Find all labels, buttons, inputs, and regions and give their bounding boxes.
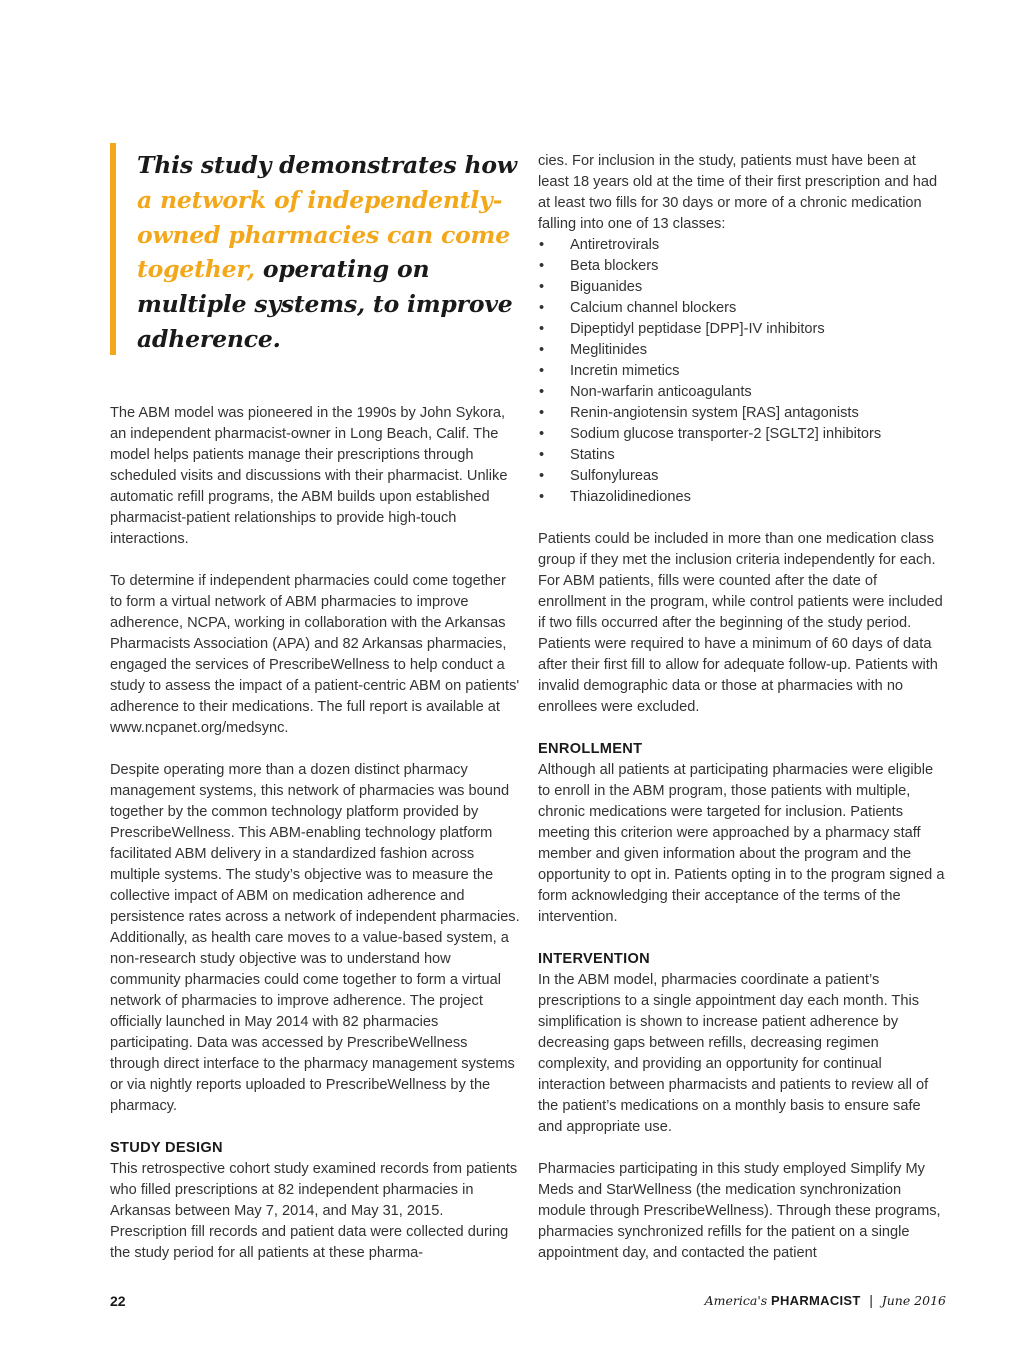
bullet-icon: •: [539, 300, 545, 316]
list-item: [538, 256, 946, 277]
left-paragraph-1: The ABM model was pioneered in the 1990s by John Sykora, an independent pharmacist-owner in Long Beach, Calif. The model helps patients manage their prescriptions through scheduled visits and discussions with their pharmacist. Unlike automatic refill programs, the ABM builds upon established pharmacist-patient relationships to provide high-touch interactions.: [110, 405, 508, 547]
list-item-label: Thiazolidinediones: [570, 489, 691, 505]
bullet-icon: •: [539, 489, 545, 505]
list-item-label: Dipeptidyl peptidase [DPP]-IV inhibitors: [570, 321, 825, 337]
bullet-icon: •: [539, 426, 545, 442]
pull-quote: [110, 143, 526, 355]
list-item: [538, 466, 946, 487]
list-item-label: Non-warfarin anticoagulants: [570, 384, 752, 400]
bullet-icon: •: [539, 258, 545, 274]
bullet-icon: •: [539, 447, 545, 463]
magazine-name-part2: PHARMACIST: [770, 1293, 861, 1308]
list-item-label: Sodium glucose transporter-2 [SGLT2] inhibitors: [570, 426, 882, 442]
left-paragraph-4: This retrospective cohort study examined records from patients who filled prescriptions at 82 independent pharmacies in Arkansas between May 7, 2014, and May 31, 2015. Prescription fill records and patient data were collected during the study period for all patients at these pharma-: [110, 1161, 518, 1261]
bullet-icon: •: [539, 468, 545, 484]
bullet-icon: •: [539, 405, 545, 421]
right-paragraph-3: Although all patients at participating pharmacies were eligible to enroll in the ABM program, those patients with multiple, chronic medications were targeted for inclusion. Patients meeting this criterion were approached by a pharmacy staff member and given information about the program and the opportunity to opt in. Patients opting in to the program signed a form acknowledging their acceptance of the terms of the intervention.: [538, 762, 945, 925]
list-item: [538, 277, 946, 298]
list-item-label: Renin-angiotensin system [RAS] antagonists: [570, 405, 859, 421]
footer-separator: |: [869, 1293, 873, 1308]
list-item: [538, 424, 946, 445]
right-paragraph-2: Patients could be included in more than one medication class group if they met the inclusion criteria independently for each. For ABM patients, fills were counted after the date of enrollment in the program, while control patients were included if two fills occurred after the beginning of the study period. Patients were required to have a minimum of 60 days of data after their first fill to allow for adequate follow-up. Patients with invalid demographic data or those at pharmacies with no enrollees were excluded.: [538, 531, 943, 715]
page-number: 22: [110, 1293, 126, 1309]
pull-quote-part1: This study demonstrates how: [137, 151, 517, 179]
list-item-label: Statins: [570, 447, 615, 463]
list-item: [538, 319, 946, 340]
left-paragraph-3: Despite operating more than a dozen distinct pharmacy management systems, this network of pharmacies was bound together by the common technology platform provided by PrescribeWellness. This ABM-enabling technology platform facilitated ABM delivery in a standardized fashion across multiple systems. The study’s objective was to measure the collective impact of ABM on medication adherence and persistence rates across a network of independent pharmacies. Additionally, as health care moves to a value-based system, a non-research study objective was to understand how community pharmacies could come together to form a virtual network of pharmacies to improve adherence. The project officially launched in May 2014 with 82 pharmacies participating. Data was accessed by PrescribeWellness through direct interface to the pharmacy management systems or via nightly reports uploaded to PrescribeWellness by the pharmacy.: [110, 762, 520, 1114]
bullet-icon: •: [539, 321, 545, 337]
list-item: [538, 487, 946, 508]
list-item-label: Calcium channel blockers: [570, 300, 737, 316]
right-paragraph-5: Pharmacies participating in this study employed Simplify My Meds and StarWellness (the medication synchronization module through PrescribeWellness). Through these programs, pharmacies synchronized refills for the patient on a single appointment day, and contacted the patient: [538, 1161, 941, 1261]
list-item: [538, 382, 946, 403]
pull-quote-text: [137, 143, 526, 357]
list-item: [538, 340, 946, 361]
list-item: [538, 298, 946, 319]
pull-quote-highlight: a network of independently-owned pharmacies can come together,: [137, 185, 510, 284]
bullet-icon: •: [539, 237, 545, 253]
list-item: [538, 403, 946, 424]
enrollment-heading: ENROLLMENT: [538, 741, 643, 757]
intervention-heading: INTERVENTION: [538, 951, 650, 967]
running-footer: [705, 1293, 946, 1308]
list-item-label: Biguanides: [570, 279, 643, 295]
bullet-icon: •: [539, 342, 545, 358]
list-item-label: Incretin mimetics: [570, 363, 680, 379]
bullet-icon: •: [539, 363, 545, 379]
pull-quote-part2: operating on multiple systems, to improve adherence.: [137, 255, 513, 353]
right-paragraph-4: In the ABM model, pharmacies coordinate a patient’s prescriptions to a single appointment day each month. This simplification is shown to increase patient adherence by decreasing gaps between refills, decreasing regimen complexity, and providing an opportunity for continual interaction between pharmacists and patients to review all of the patient’s medications on a monthly basis to ensure safe and appropriate use.: [538, 972, 929, 1135]
left-paragraph-2: To determine if independent pharmacies could come together to form a virtual network of ABM pharmacies to improve adherence, NCPA, working in collaboration with the Arkansas Pharmacists Association (APA) and 82 Arkansas pharmacies, engaged the services of PrescribeWellness to help conduct a study to assess the impact of a patient-centric ABM on patients' adherence to their medications. The full report is available at www.ncpanet.org/medsync.: [110, 573, 520, 736]
list-item-label: Sulfonylureas: [570, 468, 659, 484]
bullet-icon: •: [539, 279, 545, 295]
list-item: [538, 445, 946, 466]
list-item-label: Meglitinides: [570, 342, 648, 358]
list-item: [538, 361, 946, 382]
medication-class-list: [538, 235, 946, 508]
list-item-label: Beta blockers: [570, 258, 659, 274]
list-item-label: Antiretrovirals: [570, 237, 660, 253]
list-item: [538, 235, 946, 256]
study-design-heading: STUDY DESIGN: [110, 1140, 223, 1156]
bullet-icon: •: [539, 384, 545, 400]
issue-date: June 2016: [881, 1293, 946, 1308]
magazine-name-part1: America's: [704, 1293, 768, 1308]
right-paragraph-1: cies. For inclusion in the study, patients must have been at least 18 years old at the time of their first prescription and had at least two fills for 30 days or more of a chronic medication falling into one of 13 classes:: [538, 153, 938, 232]
